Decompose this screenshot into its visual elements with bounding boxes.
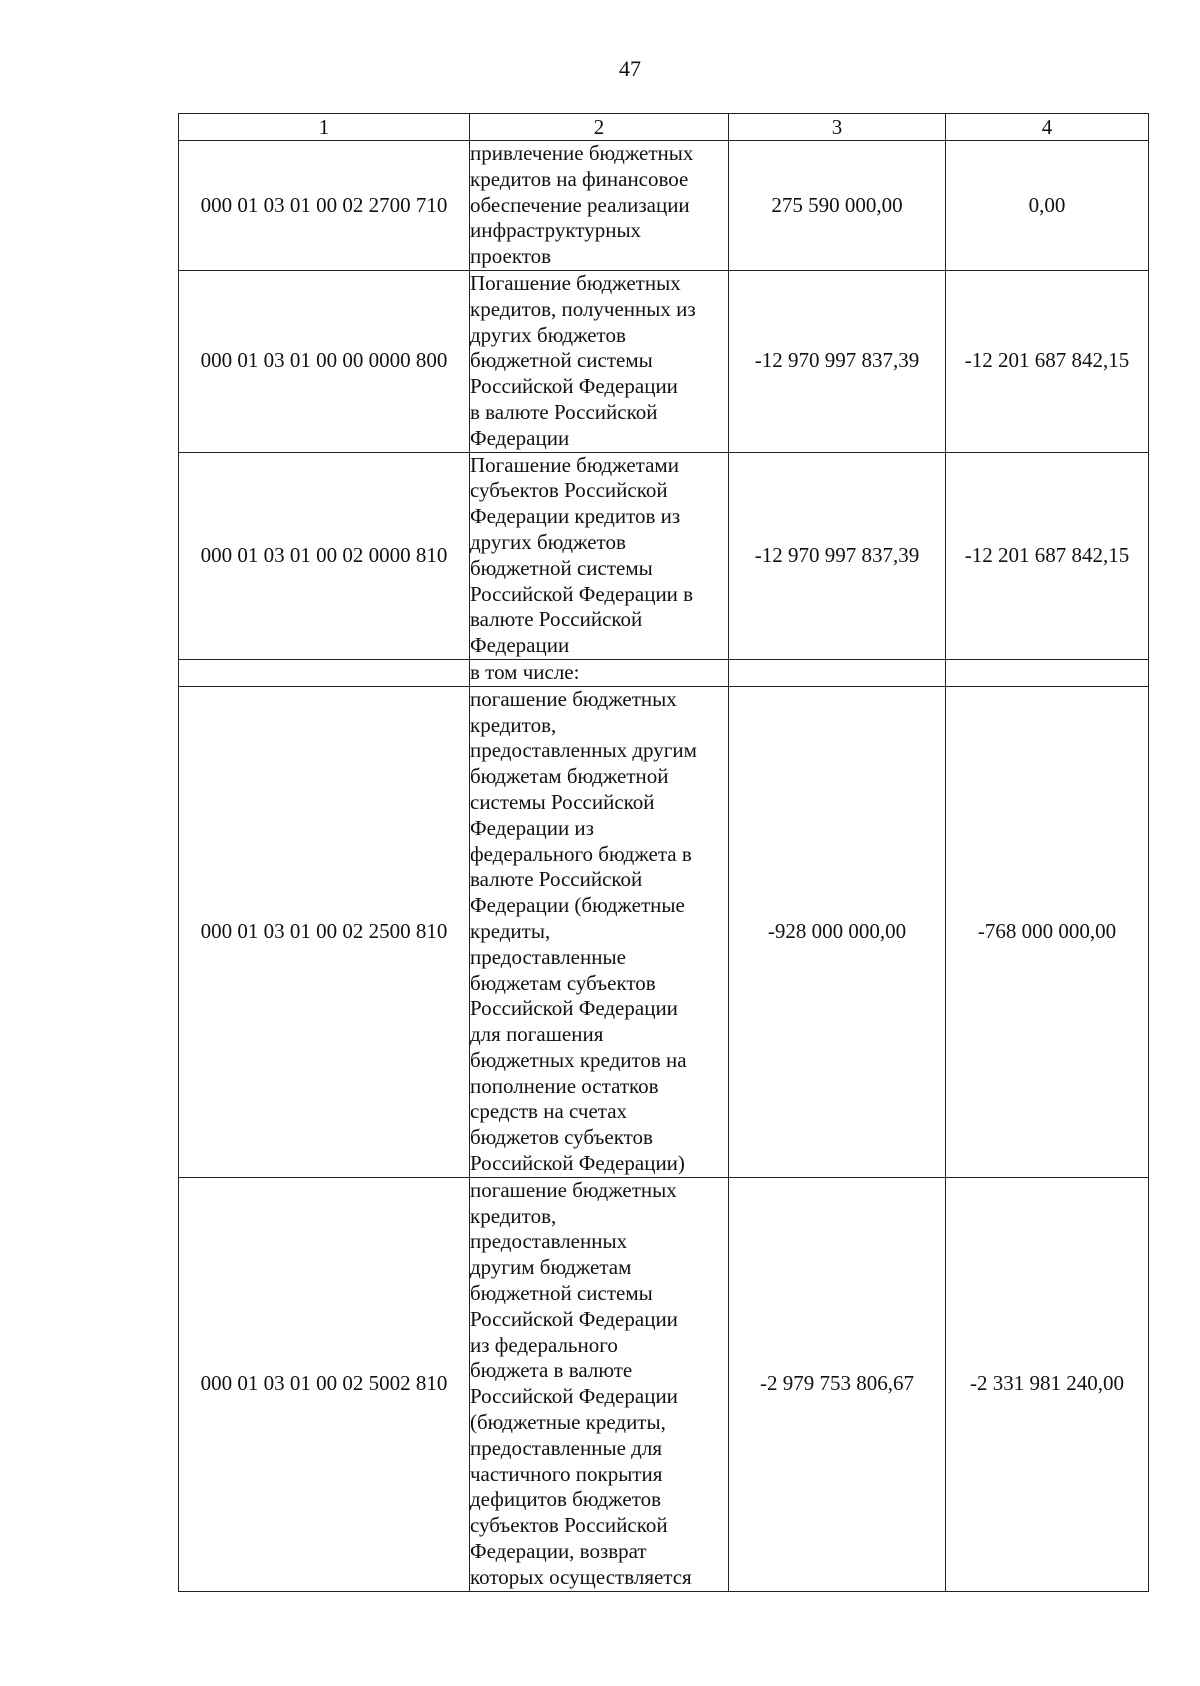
description-line: пополнение остатков [470, 1073, 659, 1098]
description-line: предоставленные [470, 944, 626, 969]
description-line: бюджетов субъектов [470, 1125, 653, 1150]
description-line: других бюджетов [470, 529, 626, 554]
description-line: бюджетной системы [470, 348, 653, 373]
description-cell [470, 659, 729, 686]
description-line: дефицитов бюджетов [470, 1487, 662, 1512]
description-line: предоставленных [470, 1229, 628, 1254]
description-line: Федерации (бюджетные [470, 893, 685, 918]
description-line: инфраструктурных [470, 218, 642, 243]
description-line: Российской Федерации в [470, 581, 694, 606]
description-line: предоставленные для [470, 1435, 662, 1460]
amount-column-4-cell: -12 201 687 842,15 [946, 270, 1149, 452]
description-line: погашение бюджетных [470, 686, 677, 711]
description-line: федерального бюджета в [470, 841, 692, 866]
column-header-3: 3 [729, 114, 946, 141]
description-line: Федерации [470, 425, 570, 450]
table-row [179, 1177, 1149, 1591]
description-line: Российской Федерации) [470, 1151, 685, 1176]
description-line: частичного покрытия [470, 1461, 663, 1486]
description-line: Российской Федерации [470, 374, 678, 399]
description-line: бюджетной системы [470, 1281, 653, 1306]
description-line: валюте Российской [470, 867, 643, 892]
description-line: погашение бюджетных [470, 1177, 677, 1202]
description-cell [470, 686, 729, 1177]
description-line: бюджетам бюджетной [470, 764, 669, 789]
table-header-row [179, 114, 1149, 141]
description-line: системы Российской [470, 789, 655, 814]
description-line: других бюджетов [470, 322, 626, 347]
table-row [179, 141, 1149, 271]
description-line: другим бюджетам [470, 1255, 632, 1280]
table-row [179, 659, 1149, 686]
description-line: кредитов на финансовое [470, 166, 689, 191]
description-line: кредитов, [470, 712, 557, 737]
description-line: бюджетной системы [470, 555, 653, 580]
budget-code-cell: 000 01 03 01 00 00 0000 800 [179, 270, 470, 452]
column-header-4: 4 [946, 114, 1149, 141]
description-line: бюджетам субъектов [470, 970, 656, 995]
description-line: Российской Федерации [470, 996, 678, 1021]
description-line: привлечение бюджетных [470, 141, 694, 165]
budget-code-cell: 000 01 03 01 00 02 0000 810 [179, 452, 470, 659]
description-cell [470, 1177, 729, 1591]
description-cell [470, 141, 729, 271]
description-line: бюджета в валюте [470, 1358, 633, 1383]
description-line: проектов [470, 244, 552, 269]
description-line: Федерации кредитов из [470, 504, 681, 529]
description-line: в валюте Российской [470, 399, 658, 424]
description-line: субъектов Российской [470, 1513, 668, 1538]
description-line: для погашения [470, 1022, 604, 1047]
budget-code-cell: 000 01 03 01 00 02 2700 710 [179, 141, 470, 271]
amount-column-3-cell: -928 000 000,00 [729, 686, 946, 1177]
description-line: (бюджетные кредиты, [470, 1410, 666, 1435]
amount-column-4-cell: 0,00 [946, 141, 1149, 271]
page-number: 47 [619, 56, 641, 81]
column-header-1: 1 [179, 114, 470, 141]
amount-column-4-cell: -2 331 981 240,00 [946, 1177, 1149, 1591]
table-row [179, 452, 1149, 659]
column-header-2: 2 [470, 114, 729, 141]
description-line: в том числе: [470, 659, 580, 684]
budget-sources-table [178, 113, 1149, 1592]
description-line: обеспечение реализации [470, 192, 690, 217]
description-line: предоставленных другим [470, 738, 697, 763]
description-line: Российской Федерации [470, 1306, 678, 1331]
description-line: бюджетных кредитов на [470, 1047, 687, 1072]
description-cell [470, 270, 729, 452]
budget-code-cell: 000 01 03 01 00 02 2500 810 [179, 686, 470, 1177]
amount-column-4-cell: -768 000 000,00 [946, 686, 1149, 1177]
description-line: из федерального [470, 1332, 618, 1357]
description-line: которых осуществляется [470, 1564, 692, 1589]
description-line: Погашение бюджетных [470, 270, 681, 295]
budget-code-cell [179, 659, 470, 686]
table-row [179, 686, 1149, 1177]
description-line: субъектов Российской [470, 478, 668, 503]
description-line: Федерации, возврат [470, 1539, 647, 1564]
amount-column-3-cell: -12 970 997 837,39 [729, 270, 946, 452]
amount-column-3-cell: -12 970 997 837,39 [729, 452, 946, 659]
description-line: валюте Российской [470, 607, 643, 632]
amount-column-3-cell: -2 979 753 806,67 [729, 1177, 946, 1591]
description-line: кредитов, полученных из [470, 296, 696, 321]
table-body [179, 114, 1149, 1592]
amount-column-3-cell: 275 590 000,00 [729, 141, 946, 271]
amount-column-3-cell [729, 659, 946, 686]
description-line: средств на счетах [470, 1099, 628, 1124]
budget-code-cell: 000 01 03 01 00 02 5002 810 [179, 1177, 470, 1591]
description-line: кредитов, [470, 1203, 557, 1228]
description-line: Федерации из [470, 815, 594, 840]
description-line: Погашение бюджетами [470, 452, 679, 477]
description-line: Российской Федерации [470, 1384, 678, 1409]
description-line: Федерации [470, 633, 570, 658]
description-line: кредиты, [470, 918, 551, 943]
description-cell [470, 452, 729, 659]
amount-column-4-cell: -12 201 687 842,15 [946, 452, 1149, 659]
amount-column-4-cell [946, 659, 1149, 686]
table-row [179, 270, 1149, 452]
